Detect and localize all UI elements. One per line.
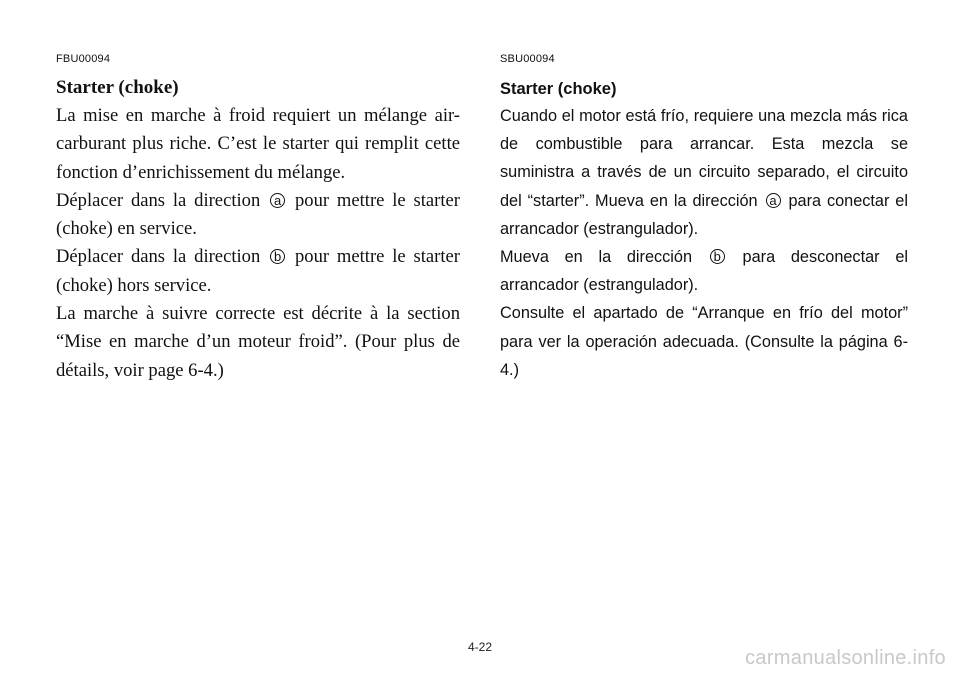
french-paragraph-2-end: pour mettre le starter (choke) en service. — [56, 189, 460, 240]
circled-a-marker: a — [270, 193, 285, 208]
french-section-title: Starter (choke) — [56, 77, 179, 98]
spanish-paragraph-3: Consulte el apartado de “Arranque en frío del motor” para ver la operación adecuada. (Consulte la página 6-4.) — [500, 304, 908, 379]
french-paragraph-3 — [56, 243, 460, 300]
french-paragraph-3-start: Déplacer dans la direction — [56, 246, 261, 268]
spanish-paragraph-1-start: Cuando el motor está frío, requiere una mezcla más rica de combustible para arrancar. Esta mezcla se suministra a través de un circuito separado, el circuito del “starter”. Mueva en la dirección — [500, 107, 908, 210]
french-paragraph-2 — [56, 187, 460, 244]
watermark: carmanualsonline.info — [745, 647, 946, 669]
french-section-code: FBU00094 — [56, 53, 111, 65]
french-paragraph-2-start: Déplacer dans la direction — [56, 189, 261, 211]
circled-a-marker: a — [766, 193, 781, 208]
french-paragraph-1: La mise en marche à froid requiert un mélange air-carburant plus riche. C’est le starter qui remplit cette fonction d’enrichissement du mélange. — [56, 105, 460, 183]
page-number: 4-22 — [467, 640, 493, 654]
spanish-column — [500, 52, 908, 384]
spanish-paragraph-1 — [500, 102, 908, 243]
spanish-paragraph-2-start: Mueva en la dirección — [500, 248, 693, 267]
circled-b-marker: b — [710, 249, 725, 264]
spanish-paragraph-1-end: para conectar el arrancador (estrangulador). — [500, 191, 908, 238]
french-paragraph-4: La marche à suivre correcte est décrite à la section “Mise en marche d’un moteur froid”. (Pour plus de détails, voir page 6-4.) — [56, 303, 460, 381]
french-column — [56, 52, 460, 385]
spanish-section-title: Starter (choke) — [500, 80, 617, 98]
spanish-section-code: SBU00094 — [500, 53, 555, 65]
spanish-paragraph-2-end: para desconectar el arrancador (estrangulador). — [500, 248, 908, 295]
french-paragraph-3-end: pour mettre le starter (choke) hors service. — [56, 246, 460, 296]
circled-b-marker: b — [270, 249, 285, 264]
spanish-paragraph-2 — [500, 243, 908, 299]
